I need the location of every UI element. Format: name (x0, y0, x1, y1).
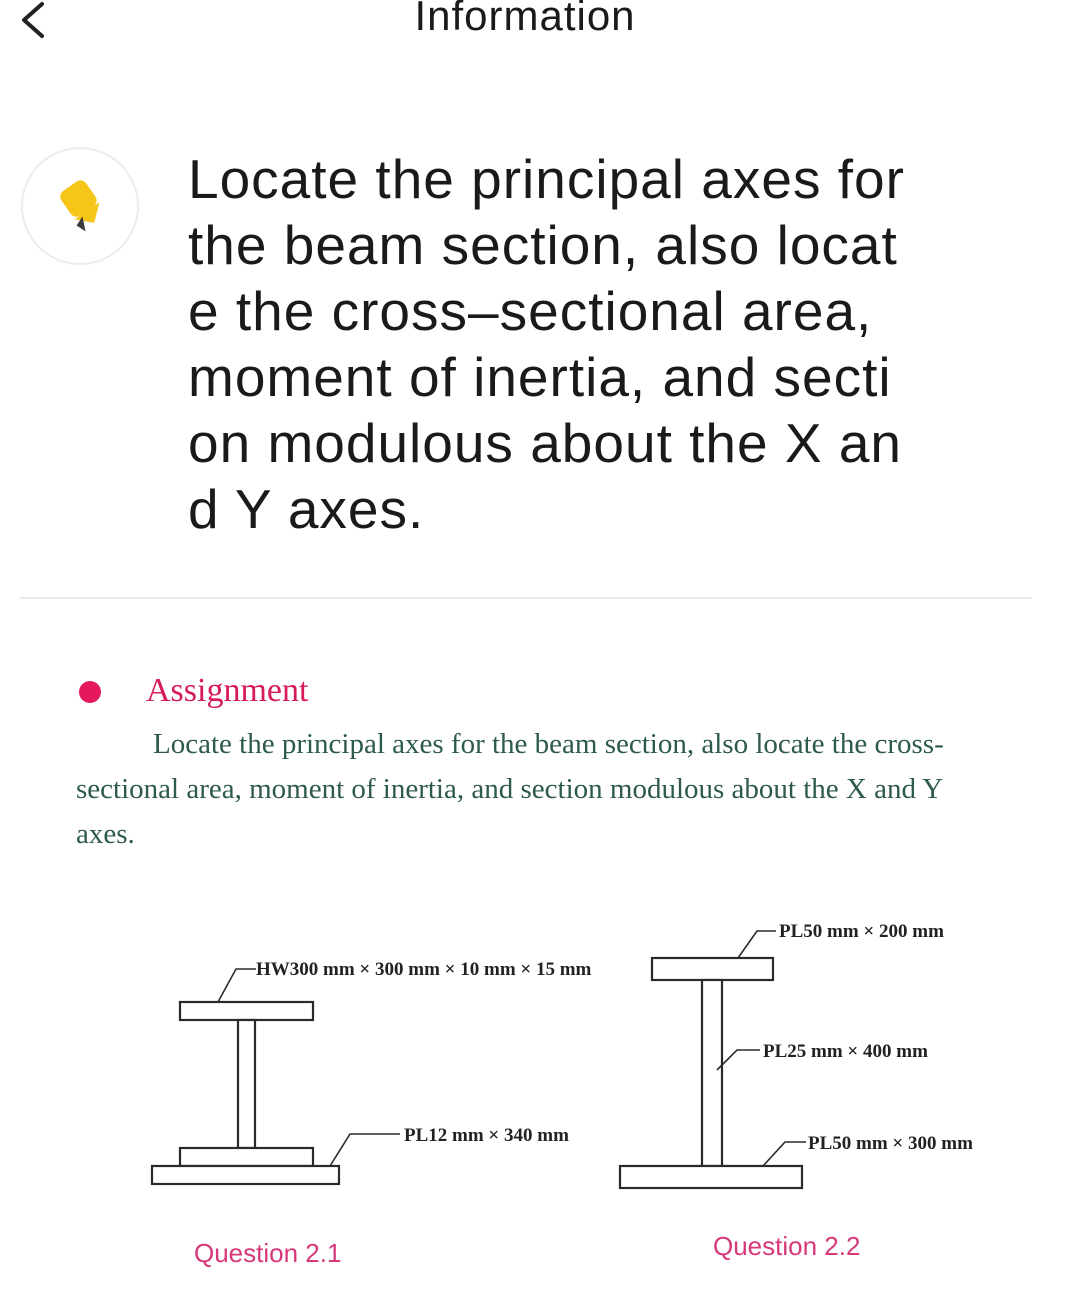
q1-cover-plate (152, 1166, 339, 1184)
avatar[interactable] (21, 147, 139, 265)
q2-bottom-label: PL50 mm × 300 mm (808, 1133, 973, 1154)
q2-top-flange (652, 958, 773, 980)
header-bar (0, 0, 1080, 60)
bullet-dot (79, 681, 101, 703)
pencil-icon (23, 149, 137, 263)
page-title: Information (414, 0, 636, 39)
q2-top-label: PL50 mm × 200 mm (779, 921, 944, 942)
assignment-body: Locate the principal axes for the beam section, also locate the cross-sectional area, moment of inertia, and section modulous about the X and Y axes. (76, 728, 944, 850)
q1-top-label: HW300 mm × 300 mm × 10 mm × 15 mm (256, 959, 592, 980)
q2-web-label: PL25 mm × 400 mm (763, 1041, 928, 1062)
q2-bottom-flange (620, 1166, 802, 1188)
caption-question-2-1: Question 2.1 (194, 1238, 342, 1268)
q1-top-flange (180, 1002, 313, 1020)
q1-bottom-flange (180, 1148, 313, 1166)
q2-web (702, 980, 722, 1166)
caption-question-2-2: Question 2.2 (713, 1231, 861, 1261)
assignment-heading: Assignment (146, 672, 309, 709)
beam-section-figure (0, 900, 1080, 1230)
q1-bottom-label: PL12 mm × 340 mm (404, 1125, 569, 1146)
question-text: Locate the principal axes for the beam section, also locat e the cross–sectional area, moment of inertia, and secti on modulous about the X an d Y axes. (188, 148, 905, 540)
beam-diagram (0, 900, 1080, 1230)
q1-web (238, 1020, 255, 1148)
divider (20, 597, 1032, 599)
